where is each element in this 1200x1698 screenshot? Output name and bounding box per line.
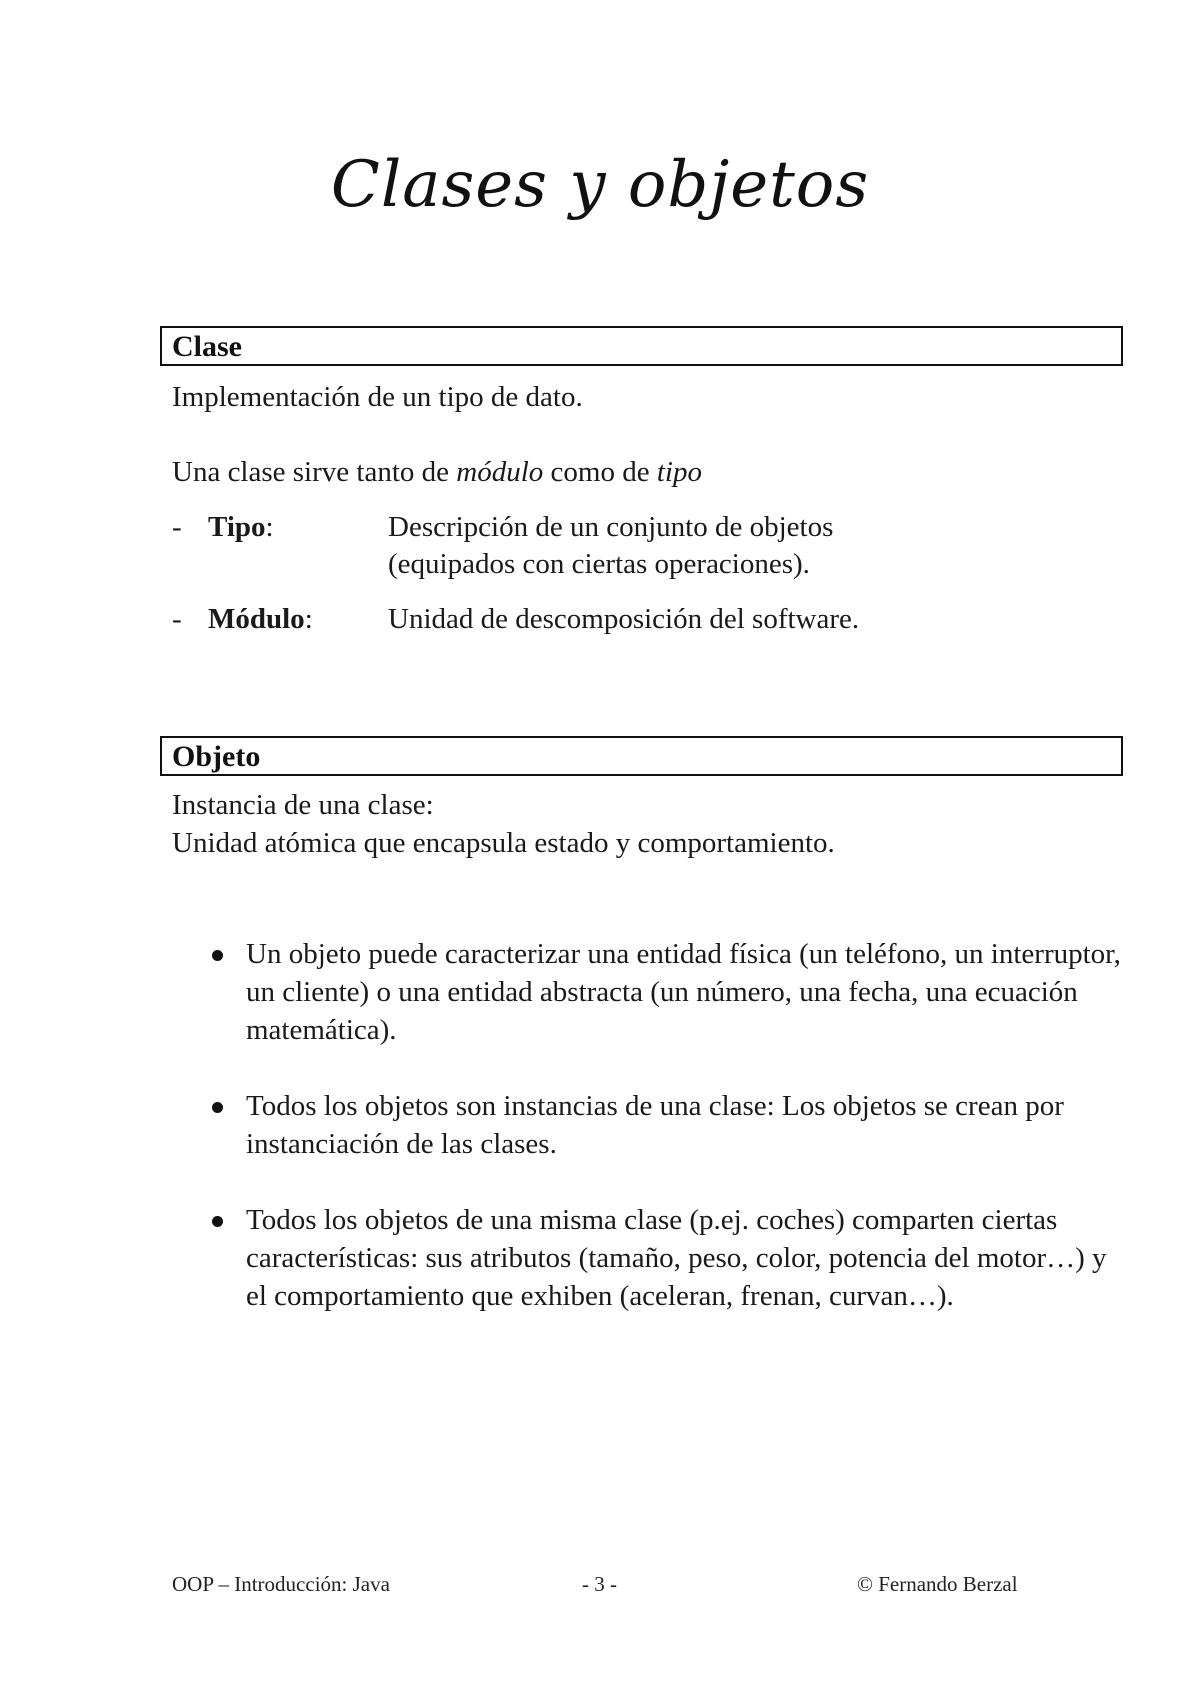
clase-intro-modulo: módulo: [456, 456, 544, 488]
footer-left: OOP – Introducción: Java: [172, 1572, 390, 1596]
tipo-desc-line1: Descripción de un conjunto de objetos: [388, 511, 834, 543]
clase-definition: Implementación de un tipo de dato.: [172, 381, 583, 413]
objeto-line1: Instancia de una clase:: [172, 789, 434, 821]
page-title: Clases y objetos: [330, 148, 870, 222]
tipo-dash: -: [172, 511, 182, 543]
tipo-term-colon: :: [265, 511, 274, 543]
footer-page-number: - 3 -: [582, 1572, 617, 1596]
bullet-icon: [212, 950, 223, 961]
bullet-text: Todos los objetos de una misma clase (p.ej. coches) comparten ciertas características: sus atributos (tamaño, peso, color, potencia del motor…) y el comportamiento que exhiben (aceleran, frenan, curvan…).: [246, 1204, 1107, 1312]
bullet-icon: [212, 1102, 223, 1113]
footer-author: © Fernando Berzal: [857, 1572, 1018, 1596]
bullet-text: Un objeto puede caracterizar una entidad física (un teléfono, un interruptor, un cliente) o una entidad abstracta (un número, una fecha, una ecuación matemática).: [246, 938, 1121, 1046]
section-heading-clase: Clase: [160, 326, 1123, 366]
bullet-icon: [212, 1216, 223, 1227]
modulo-term: [208, 600, 313, 638]
modulo-desc: Unidad de descomposición del software.: [388, 603, 860, 635]
modulo-term-label: Módulo: [208, 603, 305, 635]
objeto-bullet-list: [208, 935, 1128, 1353]
objeto-line2: Unidad atómica que encapsula estado y comportamiento.: [172, 827, 835, 859]
clase-intro-mid: como de: [543, 456, 657, 488]
modulo-term-colon: :: [304, 603, 313, 635]
tipo-desc-line2: (equipados con ciertas operaciones).: [388, 548, 810, 580]
clase-intro-tipo: tipo: [656, 456, 702, 488]
list-item: [208, 1087, 1128, 1163]
tipo-term: [208, 508, 274, 546]
list-item: [208, 935, 1128, 1049]
list-item: [208, 1201, 1128, 1315]
bullet-text: Todos los objetos son instancias de una clase: Los objetos se crean por instanciación de las clases.: [246, 1090, 1064, 1160]
modulo-dash: -: [172, 603, 182, 635]
clase-intro: [172, 453, 702, 491]
clase-intro-prefix: Una clase sirve tanto de: [172, 456, 457, 488]
tipo-term-label: Tipo: [208, 511, 266, 543]
section-heading-objeto: Objeto: [160, 736, 1123, 776]
